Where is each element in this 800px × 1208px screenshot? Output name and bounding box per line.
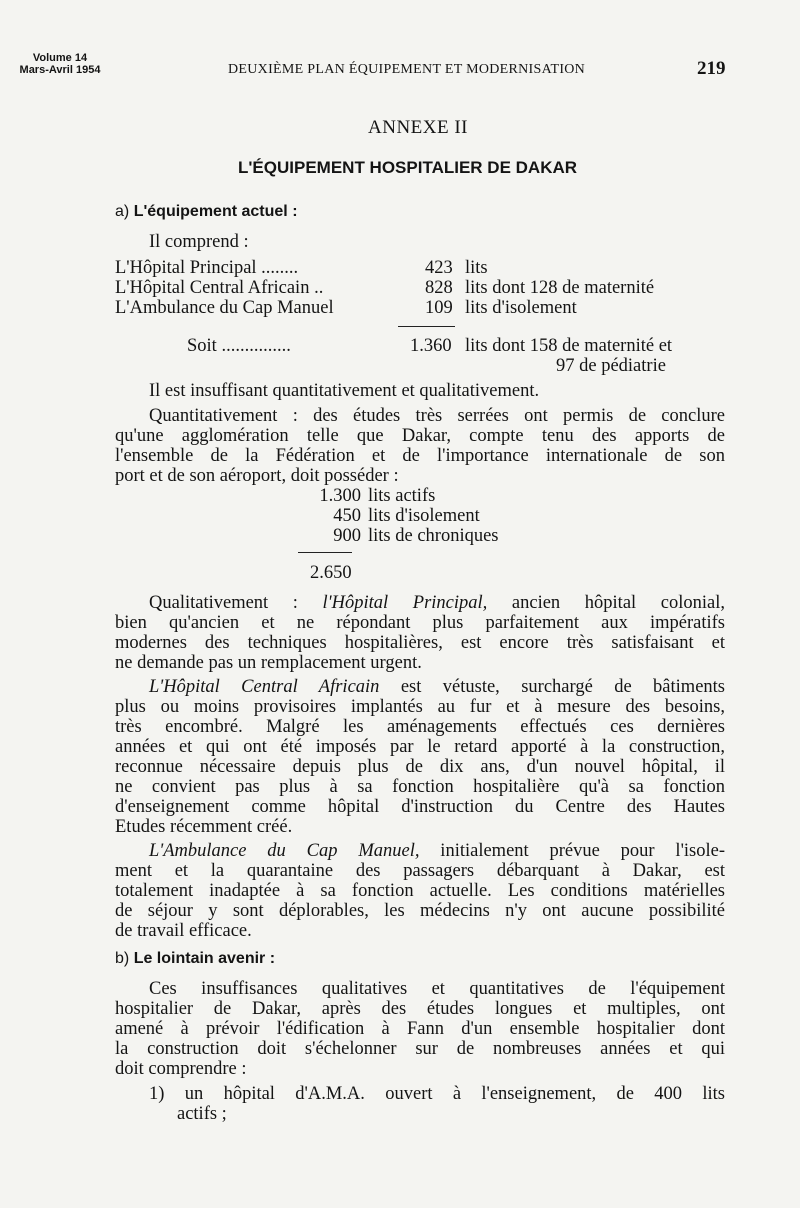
hca-italic: L'Hôpital Central Africain	[149, 677, 380, 697]
section-a-title: L'équipement actuel :	[133, 203, 298, 220]
paragraph-line: la construction doit s'échelonner sur de nombreuses années et qui	[115, 1039, 725, 1059]
paragraph-line	[115, 593, 725, 613]
paragraph-line: totalement inadaptée à sa fonction actuelle. Les conditions matérielles	[115, 881, 725, 901]
section-a-letter: a)	[115, 203, 130, 220]
paragraph-line: ne demande pas un remplacement urgent.	[115, 653, 422, 673]
section-b-title: Le lointain avenir :	[133, 950, 276, 967]
paragraph-line: très encombré. Malgré les aménagements effectués ces dernières	[115, 717, 725, 737]
paragraph-line: modernes des techniques hospitalières, est encore très satisfaisant et	[115, 633, 725, 653]
paragraph-line: plus ou moins provisoires implantés au fur et à mesure des besoins,	[115, 697, 725, 717]
journal-issue-info	[10, 52, 110, 76]
total-detail: lits dont 158 de maternité et	[465, 336, 673, 356]
needs-total: 2.650	[310, 563, 352, 583]
paragraph-line: Quantitativement : des études très serrées ont permis de conclure	[149, 406, 725, 426]
paragraph-line	[115, 677, 725, 697]
page-title: L'ÉQUIPEMENT HOSPITALIER DE DAKAR	[238, 158, 578, 177]
intro-text: Il comprend :	[149, 232, 249, 252]
issue-label: Mars-Avril 1954	[19, 64, 101, 76]
paragraph-line: reconnue nécessaire depuis plus de dix ans, d'un nouvel hôpital, il	[115, 757, 725, 777]
paragraph-line: années et qui ont été imposés par le retard apporté à la construction,	[115, 737, 725, 757]
qual-italic: l'Hôpital Principal,	[322, 593, 488, 613]
paragraph-line: qu'une agglomération telle que Dakar, compte tenu des apports de	[115, 426, 725, 446]
list-item-continuation: actifs ;	[177, 1104, 227, 1124]
insufficient-text: Il est insuffisant quantitativement et qualitativement.	[149, 381, 540, 401]
section-a-heading	[115, 203, 298, 221]
paragraph-line: amené à prévoir l'édification à Fann d'un ensemble hospitalier dont	[115, 1019, 725, 1039]
qual-end: ancien hôpital colonial,	[487, 593, 725, 613]
paragraph-line: Ces insuffisances qualitatives et quantitatives de l'équipement	[149, 979, 725, 999]
total-detail-pediatrics: 97 de pédiatrie	[556, 356, 666, 376]
total-label: Soit ...............	[187, 336, 291, 356]
hospital-row-name: L'Hôpital Principal ........	[115, 258, 299, 278]
hospital-row-detail: lits	[465, 258, 488, 278]
need-detail: lits de chroniques	[368, 526, 499, 546]
sum-rule	[398, 326, 455, 327]
paragraph-line: bien qu'ancien et ne répondant plus parfaitement aux impératifs	[115, 613, 725, 633]
hospital-row-count: 109	[425, 298, 453, 318]
hca-end: est vétuste, surchargé de bâtiments	[379, 677, 725, 697]
amb-end: initialement prévue pour l'isole-	[419, 841, 725, 861]
paragraph-line: hospitalier de Dakar, après des études longues et multiples, ont	[115, 999, 725, 1019]
section-b-heading	[115, 950, 275, 968]
hospital-row-name: L'Ambulance du Cap Manuel	[115, 298, 334, 318]
list-item: 1) un hôpital d'A.M.A. ouvert à l'enseignement, de 400 lits	[149, 1084, 725, 1104]
volume-label: Volume 14	[32, 52, 88, 64]
paragraph-line: de séjour y sont déplorables, les médecins n'y ont aucune possibilité	[115, 901, 725, 921]
hospital-row-detail: lits dont 128 de maternité	[465, 278, 655, 298]
hospital-row-detail: lits d'isolement	[465, 298, 577, 318]
need-count: 1.300	[319, 486, 361, 506]
paragraph-line: Etudes récemment créé.	[115, 817, 293, 837]
hospital-row-count: 423	[425, 258, 453, 278]
paragraph-line	[115, 841, 725, 861]
paragraph-line: d'enseignement comme hôpital d'instruction du Centre des Hautes	[115, 797, 725, 817]
need-count: 450	[333, 506, 361, 526]
need-detail: lits actifs	[368, 486, 436, 506]
hospital-row-name: L'Hôpital Central Africain ..	[115, 278, 324, 298]
paragraph-line: ment et la quarantaine des passagers débarquant à Dakar, est	[115, 861, 725, 881]
amb-italic: L'Ambulance du Cap Manuel,	[149, 841, 420, 861]
paragraph-line: de travail efficace.	[115, 921, 252, 941]
sum-rule	[298, 552, 352, 553]
section-b-letter: b)	[115, 950, 130, 967]
qual-start: Qualitativement :	[149, 593, 323, 613]
hospital-row-count: 828	[425, 278, 453, 298]
total-count: 1.360	[410, 336, 452, 356]
paragraph-line: doit comprendre :	[115, 1059, 247, 1079]
paragraph-line: ne convient pas plus à sa fonction hospitalière qu'à sa fonction	[115, 777, 725, 797]
paragraph-line: port et de son aéroport, doit posséder :	[115, 466, 399, 486]
annex-label: ANNEXE II	[368, 117, 469, 138]
page-number: 219	[697, 58, 726, 79]
paragraph-line: l'ensemble de la Fédération et de l'importance internationale de son	[115, 446, 725, 466]
need-count: 900	[333, 526, 361, 546]
running-title: DEUXIÈME PLAN ÉQUIPEMENT ET MODERNISATION	[228, 62, 586, 77]
need-detail: lits d'isolement	[368, 506, 480, 526]
